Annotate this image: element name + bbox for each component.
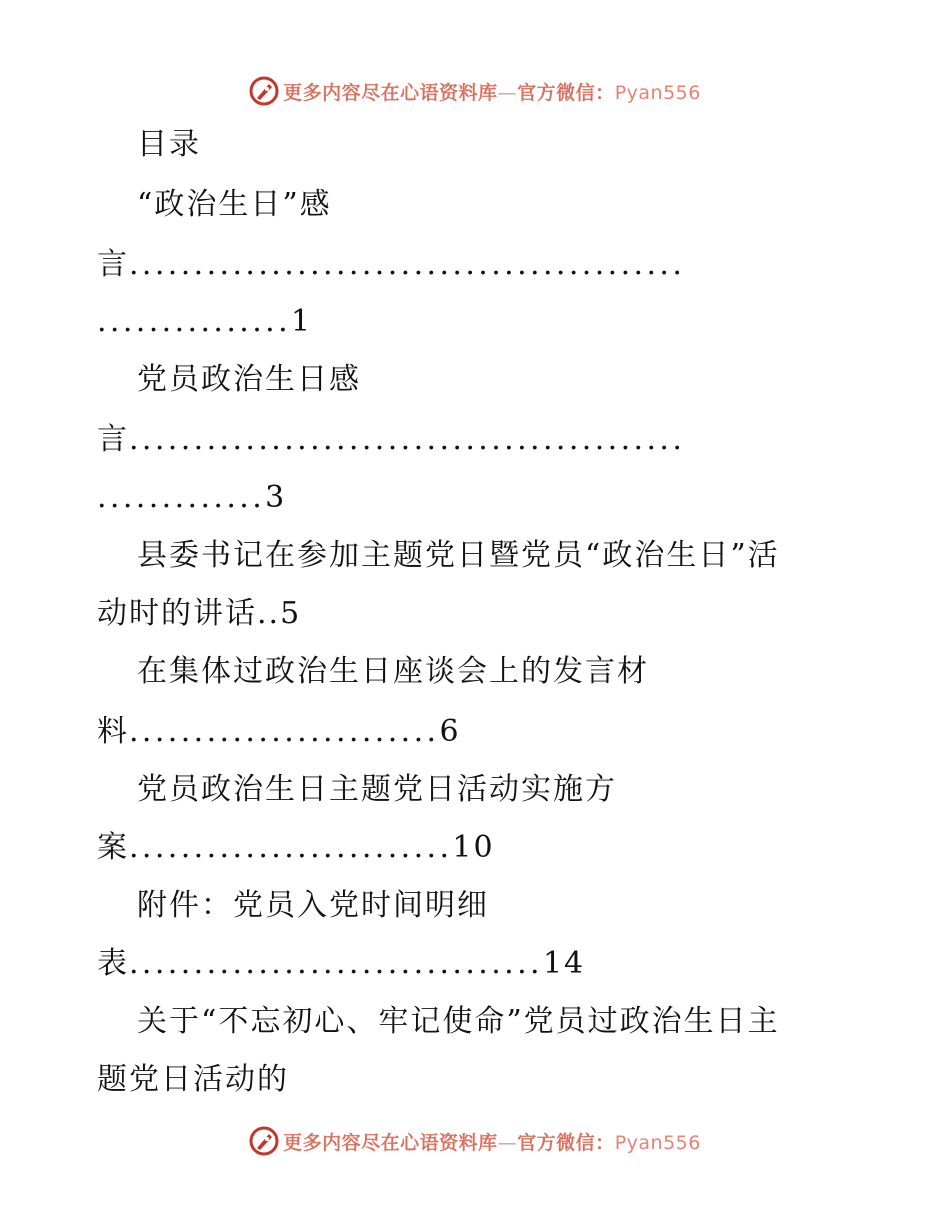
- toc-entry-title: 党员政治生日主题党日活动实施方: [137, 772, 617, 807]
- toc-entry-continued: 题党日活动的: [97, 1062, 289, 1097]
- toc-entry-title: 县委书记在参加主题党日暨党员“政治生日”活: [137, 538, 780, 573]
- toc-entry-dots-line: 言...........................................: [97, 247, 686, 282]
- toc-entry-title: 党员政治生日感: [137, 362, 361, 397]
- toc-entry-title: 在集体过政治生日座谈会上的发言材: [137, 654, 649, 689]
- toc-entry-title: “政治生日”感: [137, 187, 332, 222]
- pen-logo-icon: [249, 1126, 279, 1156]
- toc-entry-page: 动时的讲话..5: [97, 596, 302, 631]
- toc-entry-title: 附件：党员入党时间明细: [137, 888, 489, 923]
- toc-heading: 目录: [137, 127, 201, 162]
- header-watermark-banner: [0, 71, 950, 111]
- toc-entry-title: 关于“不忘初心、牢记使命”党员过政治生日主: [137, 1004, 780, 1039]
- footer-watermark-banner: [0, 1121, 950, 1161]
- toc-entry-page: ...............1: [97, 304, 314, 339]
- pen-logo-icon: [249, 76, 279, 106]
- toc-entry-dots-line: 料........................6: [97, 714, 461, 749]
- banner-text: 更多内容尽在心语资料库—官方微信：Pyan556: [283, 1131, 701, 1154]
- toc-entry-dots-line: 表................................14: [97, 946, 586, 981]
- toc-entry-page: .............3: [97, 480, 288, 515]
- toc-entry-dots-line: 案.........................10: [97, 830, 495, 865]
- toc-entry-dots-line: 言...........................................: [97, 422, 686, 457]
- banner-text: 更多内容尽在心语资料库—官方微信：Pyan556: [283, 81, 701, 104]
